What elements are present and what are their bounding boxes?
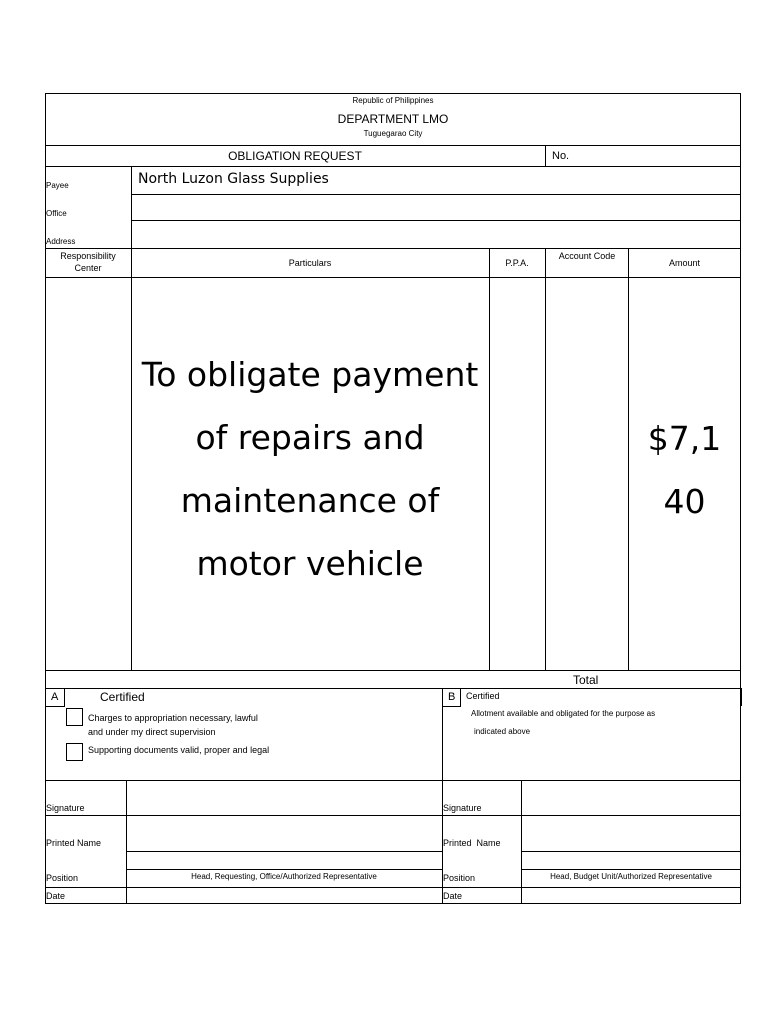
column-header-ppa: P.P.A. xyxy=(505,258,529,268)
payee-value[interactable]: North Luzon Glass Supplies xyxy=(138,171,329,187)
city-label: Tuguegarao City xyxy=(363,129,423,138)
b-position-label: Position xyxy=(443,873,476,883)
department-name: DEPARTMENT LMO xyxy=(337,112,449,126)
b-position-value: Head, Budget Unit/Authorized Representative xyxy=(550,872,712,881)
section-a-title: Certified xyxy=(100,690,145,704)
b-printed-name-label: Printed Name xyxy=(443,838,501,848)
a-signature-field[interactable] xyxy=(127,781,441,815)
b-date-label: Date xyxy=(443,891,463,901)
request-no-label: No. xyxy=(552,150,570,162)
b-date-field[interactable] xyxy=(522,888,740,903)
b-signature-field[interactable] xyxy=(522,781,740,815)
a-position-value: Head, Requesting, Office/Authorized Representative xyxy=(191,872,377,881)
column-header-account-code: Account Code xyxy=(558,251,616,261)
a-date-label: Date xyxy=(46,891,66,901)
particulars-text[interactable]: To obligate payment of repairs and maintenance of motor vehicle xyxy=(141,355,479,583)
check-charges-line1: Charges to appropriation necessary, lawful xyxy=(88,713,258,723)
column-header-amount: Amount xyxy=(668,258,701,268)
check-charges-line2: and under my direct supervision xyxy=(88,727,216,737)
a-signature-label: Signature xyxy=(46,803,85,813)
a-date-field[interactable] xyxy=(127,888,441,903)
checkbox-charges[interactable] xyxy=(66,708,83,726)
section-a-letter: A xyxy=(51,691,59,703)
section-b-letter: B xyxy=(448,691,456,703)
a-printed-name-field[interactable] xyxy=(127,816,441,851)
section-b-text-line1: Allotment available and obligated for the purpose as xyxy=(471,709,656,718)
check-documents-text: Supporting documents valid, proper and legal xyxy=(88,745,270,755)
amount-value[interactable]: $7,140 xyxy=(647,419,722,521)
checkbox-documents[interactable] xyxy=(66,743,83,761)
column-header-particulars: Particulars xyxy=(288,258,332,268)
b-printed-name-field[interactable] xyxy=(522,816,740,851)
payee-label: Payee xyxy=(46,181,69,190)
address-label: Address xyxy=(46,237,76,246)
total-label: Total xyxy=(573,673,599,687)
office-label: Office xyxy=(46,209,67,218)
republic-label: Republic of Philippines xyxy=(352,96,434,105)
section-b-title: Certified xyxy=(466,691,500,701)
column-header-responsibility: Responsibility Center xyxy=(60,251,116,273)
section-b-text-line2: indicated above xyxy=(474,727,531,736)
form-title: OBLIGATION REQUEST xyxy=(228,149,362,163)
b-signature-label: Signature xyxy=(443,803,482,813)
a-printed-name-label: Printed Name xyxy=(46,838,102,848)
a-position-label: Position xyxy=(46,873,79,883)
